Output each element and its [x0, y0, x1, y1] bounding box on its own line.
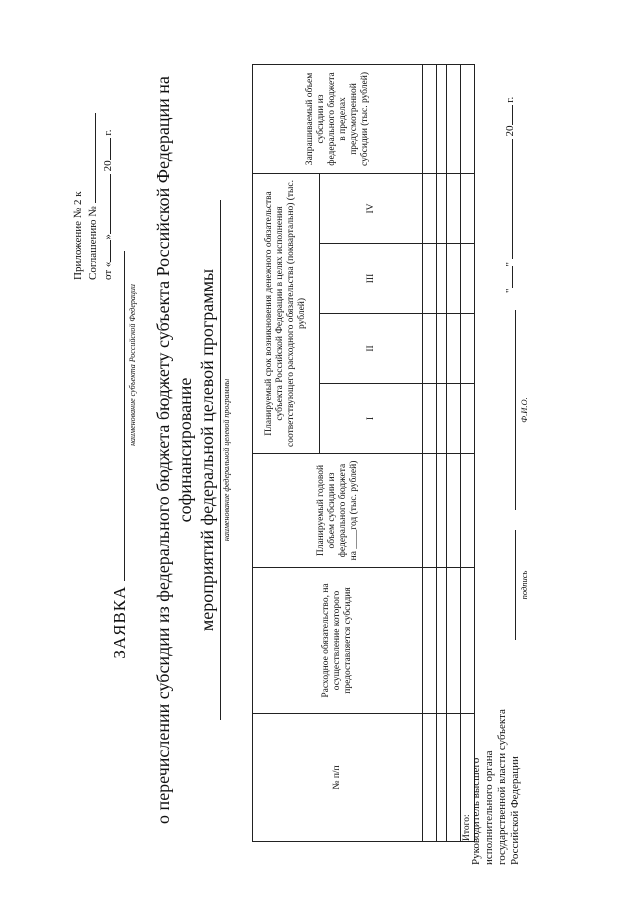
table-cell[interactable] — [461, 173, 475, 243]
header-number: № п/п — [253, 714, 423, 842]
table-cell[interactable] — [461, 454, 475, 568]
appendix-line-2 — [85, 50, 100, 280]
signatory-line-3: государственной власти субъекта — [496, 709, 508, 865]
appendix-line-1: Приложение № 2 к — [72, 191, 84, 280]
title-line — [110, 105, 130, 805]
sign-day-field[interactable] — [502, 267, 513, 289]
header-quarterly-term: Планируемый срок возникновения денежного обязательства субъекта Российской Федерации в целях исполнения соответствующего расходного обязательства (поквартально) (тыс. рублей) — [253, 173, 320, 453]
document-heading — [152, 35, 218, 865]
subsidy-table — [252, 64, 475, 842]
table-cell[interactable] — [423, 568, 437, 714]
date-prefix: от « — [102, 261, 114, 280]
sign-year-field[interactable] — [502, 106, 513, 126]
table-cell[interactable] — [461, 314, 475, 384]
agreement-number-field[interactable] — [85, 113, 96, 203]
signatory-line-2: исполнительного органа — [483, 750, 495, 865]
table-cell[interactable] — [447, 454, 461, 568]
header-quarter-1: I — [320, 384, 423, 454]
signature-date — [502, 33, 516, 293]
document-title: ЗАЯВКА — [110, 585, 129, 659]
table-cell[interactable] — [423, 314, 437, 384]
agreement-label: Соглашению № — [87, 206, 99, 280]
table-cell[interactable] — [447, 244, 461, 314]
sign-year-prefix: 20 — [504, 125, 516, 137]
sign-month-field[interactable] — [502, 139, 513, 259]
table-header-row — [253, 64, 320, 841]
table-cell[interactable] — [447, 64, 461, 173]
header-requested-volume: Запрашиваемый объем субсидии из федерального бюджета в пределах предусмотренной субсидии (тыс. рублей) — [253, 64, 423, 173]
table-cell[interactable] — [461, 244, 475, 314]
signature-caption: подпись — [519, 570, 529, 600]
signatory-line-1: Руководитель высшего — [470, 757, 482, 865]
header-quarter-2: II — [320, 314, 423, 384]
table-cell[interactable] — [423, 173, 437, 243]
table-cell[interactable] — [437, 714, 447, 842]
subject-caption: наименование субъекта Российской Федерации — [128, 284, 137, 446]
table-cell[interactable] — [423, 244, 437, 314]
date-mid: » — [102, 234, 114, 240]
table-cell[interactable] — [437, 64, 447, 173]
program-name-field[interactable] — [220, 200, 221, 720]
table-cell[interactable] — [447, 173, 461, 243]
table-cell[interactable] — [437, 244, 447, 314]
appendix-block — [72, 50, 115, 280]
header-quarter-3: III — [320, 244, 423, 314]
heading-line-2: мероприятий федеральной целевой программы — [197, 268, 217, 632]
table-cell[interactable] — [437, 314, 447, 384]
heading-line-1: о перечислении субсидии из федерального бюджета бюджету субъекта Российской Федерации на софинансирование — [153, 76, 195, 824]
table-cell[interactable] — [461, 384, 475, 454]
table-cell[interactable] — [461, 64, 475, 173]
program-caption: наименование федеральной целевой программы — [222, 378, 231, 542]
full-name-field[interactable] — [515, 310, 516, 510]
date-year-prefix: 20 — [102, 160, 114, 172]
table-row — [437, 64, 447, 841]
header-obligation: Расходное обязательство, на осуществление которого предоставляется субсидия — [253, 568, 423, 714]
table-cell[interactable] — [447, 568, 461, 714]
header-quarter-4: IV — [320, 173, 423, 243]
table-cell[interactable] — [437, 454, 447, 568]
table-cell[interactable] — [437, 384, 447, 454]
date-quote-close: " — [504, 262, 516, 267]
table-cell[interactable] — [423, 454, 437, 568]
date-quote-open: " — [504, 288, 516, 293]
total-label: Итого: — [461, 714, 475, 842]
table-cell[interactable] — [423, 384, 437, 454]
header-annual-volume: Планируемый годовой объем субсидии из федерального бюджета на ____год (тыс. рублей) — [253, 454, 423, 568]
table-cell[interactable] — [437, 173, 447, 243]
date-suffix: г. — [102, 129, 114, 136]
subject-name-field[interactable] — [110, 251, 125, 581]
full-name-caption: Ф.И.О. — [519, 397, 529, 423]
table-row — [423, 64, 437, 841]
table-cell[interactable] — [423, 64, 437, 173]
table-cell[interactable] — [447, 314, 461, 384]
table-cell[interactable] — [447, 714, 461, 842]
sign-date-suffix: г. — [504, 96, 516, 103]
signature-field[interactable] — [515, 530, 516, 640]
signatory-line-4: Российской Федерации — [509, 756, 521, 865]
table-cell[interactable] — [423, 714, 437, 842]
table-cell[interactable] — [447, 384, 461, 454]
table-row — [447, 64, 461, 841]
signatory-block — [470, 665, 522, 865]
table-cell[interactable] — [437, 568, 447, 714]
